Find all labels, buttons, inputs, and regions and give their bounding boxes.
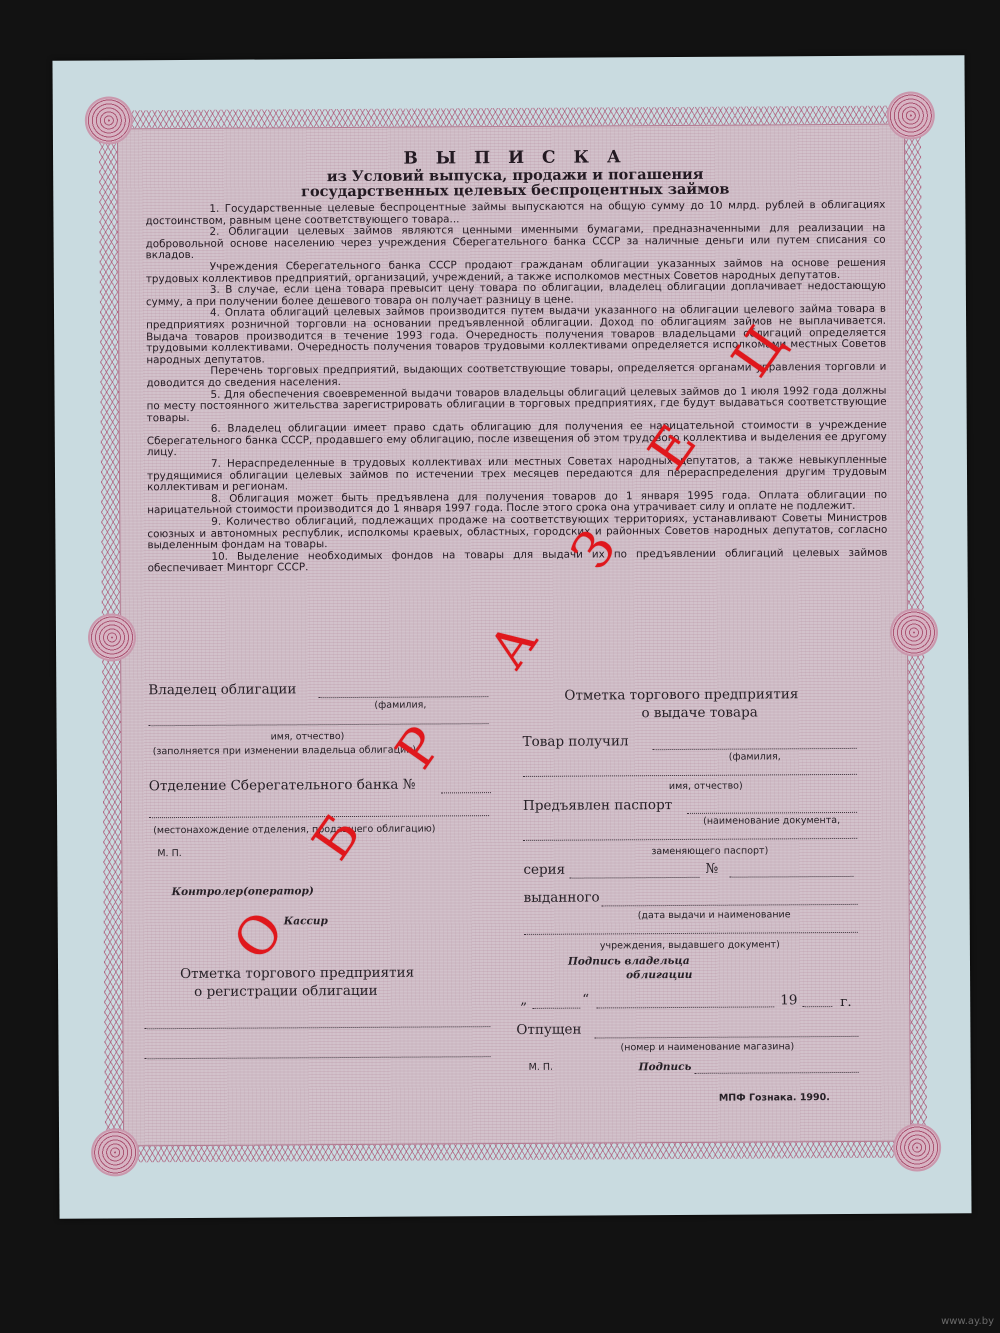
paragraph: 6. Владелец облигации имеет право сдать облигацию для получения ее нарицательной стоимости в учреждение Сберегательного банка СССР, продавшего ему облигацию, после извещения об этом трудового коллектива и выделения ее другому лицу. (146, 418, 887, 459)
branch-label: Отделение Сберегательного банка № (148, 776, 416, 795)
printer-mark: МПФ Гознака. 1990. (718, 1092, 830, 1104)
stamp-letter: А (477, 612, 550, 680)
release-signature: Подпись (638, 1060, 692, 1074)
stamp-letter: Р (384, 716, 455, 780)
stamp-letter: О (222, 901, 297, 971)
series-label: серия (523, 861, 566, 878)
paragraph: 3. В случае, если цена товара превысит цену товара по облигации, владелец облигации доплачивает недостающую сумму, а при получении более дешевого товара он получает разницу в цене. (145, 279, 886, 308)
owner-signature-2: облигации (626, 968, 693, 982)
date-year-line[interactable] (802, 1006, 832, 1007)
year-prefix: 19 (780, 992, 798, 1009)
passport-label: Предъявлен паспорт (522, 797, 673, 814)
paragraph: 9. Количество облигаций, подлежащих продаже на соответствующих территориях, устанавливают Советы Министров союзных и автономных республик, исполкомы краевых, областных, городских и районных Советов народных депутатов, согласно выделенным фондам на товары. (147, 511, 888, 552)
received-hint-surname: (фамилия, (728, 751, 781, 763)
year-suffix: г. (840, 993, 852, 1011)
doc-title: В Ы П И С К А (403, 147, 627, 169)
owner-signature-1: Подпись владельца (567, 954, 690, 968)
corner-rosette-icon (93, 1130, 137, 1174)
branch-hint: (местонахождение отделения, продавшего облигацию) (153, 823, 436, 837)
stamp-letter: Б (301, 805, 373, 871)
corner-rosette-icon (889, 93, 933, 137)
registration-title-1: Отметка торгового предприятия (180, 964, 415, 983)
stamp-letter: Е (637, 415, 709, 481)
seal-place-right: М. П. (528, 1061, 554, 1073)
doc-subtitle-1: из Условий выпуска, продажи и погашения (326, 165, 704, 186)
paragraph: 5. Для обеспечения своевременной выдачи товаров владельцы облигаций целевых займов до 1 июля 1992 года должны по месту постоянного жительства зарегистрировать облигации в торговых предприятиях, где будут выдаваться соответствующие товары. (146, 384, 887, 424)
corner-rosette-icon (87, 98, 131, 142)
owner-label: Владелец облигации (148, 681, 297, 699)
received-label: Товар получил (522, 733, 629, 750)
doc-subtitle-2: государственных целевых беспроцентных займов (301, 180, 730, 201)
site-watermark: www.ay.by (941, 1316, 994, 1327)
bond-sheet (52, 55, 971, 1219)
side-rosette-icon (90, 615, 134, 659)
corner-rosette-icon (895, 1125, 939, 1169)
released-label: Отпущен (516, 1021, 582, 1038)
paragraph: 7. Нераспределенные в трудовых коллективах или местных Советах народных депутатов, а также невыкупленные трудящимися облигации целевых займов по истечении трех месяцев передаются для перераспределения другим трудовым коллективам и регионам. (146, 453, 888, 494)
released-hint: (номер и наименование магазина) (620, 1041, 795, 1054)
paragraph: 4. Оплата облигаций целевых займов производится путем выдачи указанного на облигации целевого займа товара в предприятиях розничной торговли на основании предъявленной облигации. Доход по облигациям займов не выплачивается. Выдача товаров производится в течение 1993 года. Очередность получения товаров владельцами облигаций определяется трудовыми коллективами. Очередность получения товаров трудовыми коллективами определяется исполкомами местных Советов народных депутатов. (146, 303, 887, 366)
issued-hint-2: учреждения, выдавшего документ) (599, 939, 780, 952)
paragraph: 2. Облигации целевых займов являются ценными именными бумагами, предназначенными для реализации на добровольной основе населению через учреждения Сберегательного банка СССР за наличные деньги или путем списания со вкладов. (145, 221, 886, 262)
date-quote-close: “ (582, 991, 590, 1008)
paragraph: Учреждения Сберегательного банка СССР продают гражданам облигации указанных займов на основе решения трудовых коллективов предприятий, организаций, учреждений, а также исполкомов местных Советов народных депутатов. (145, 256, 886, 285)
owner-change-note: (заполняется при изменении владельца облигации) (152, 744, 417, 758)
paragraph: 1. Государственные целевые беспроцентные займы выпускаются на общую сумму до 10 млрд. рублей в облигациях достоинством, равным цене соответствующего товара... (145, 198, 886, 227)
seal-place-left: М. П. (157, 848, 182, 860)
paragraph: Перечень торговых предприятий, выдающих соответствующие товары, определяется органами управления торговли и доводится до сведения населения. (146, 361, 887, 390)
issue-title-1: Отметка торгового предприятия (564, 686, 799, 704)
owner-hint-name: имя, отчество) (270, 731, 345, 743)
controller-signature: Контролер(оператор) (171, 885, 314, 899)
registration-title-2: о регистрации облигации (194, 982, 378, 1000)
issue-title-2: о выдаче товара (641, 704, 758, 722)
issued-hint-1: (дата выдачи и наименование (637, 909, 791, 922)
owner-hint-surname: (фамилия, (374, 699, 427, 711)
conditions-extract (145, 146, 888, 576)
conditions-paragraphs (145, 200, 887, 576)
issued-label: выданного (523, 889, 600, 906)
passport-hint-2: заменяющего паспорт) (651, 845, 769, 858)
stamp-letter: Ц (721, 316, 797, 388)
cashier-signature: Кассир (283, 915, 328, 928)
received-hint-name: имя, отчество) (668, 780, 743, 793)
date-quote-open: „ (520, 991, 528, 1008)
paragraph: 8. Облигация может быть предъявлена для получения товаров до 1 января 1995 года. Оплата облигации по нарицательной стоимости производится до 1 января 1997 года. После этого срока она утрачивает силу и оплате не подлежит. (147, 488, 888, 517)
passport-hint-1: (наименование документа, (703, 814, 841, 827)
number-sign: № (705, 860, 719, 877)
paragraph: 10. Выделение необходимых фондов на товары для выдачи их по предъявлении облигаций целевых займов обеспечивает Минторг СССР. (147, 546, 888, 575)
side-rosette-icon (892, 610, 936, 654)
stamp-letter: З (560, 519, 629, 581)
